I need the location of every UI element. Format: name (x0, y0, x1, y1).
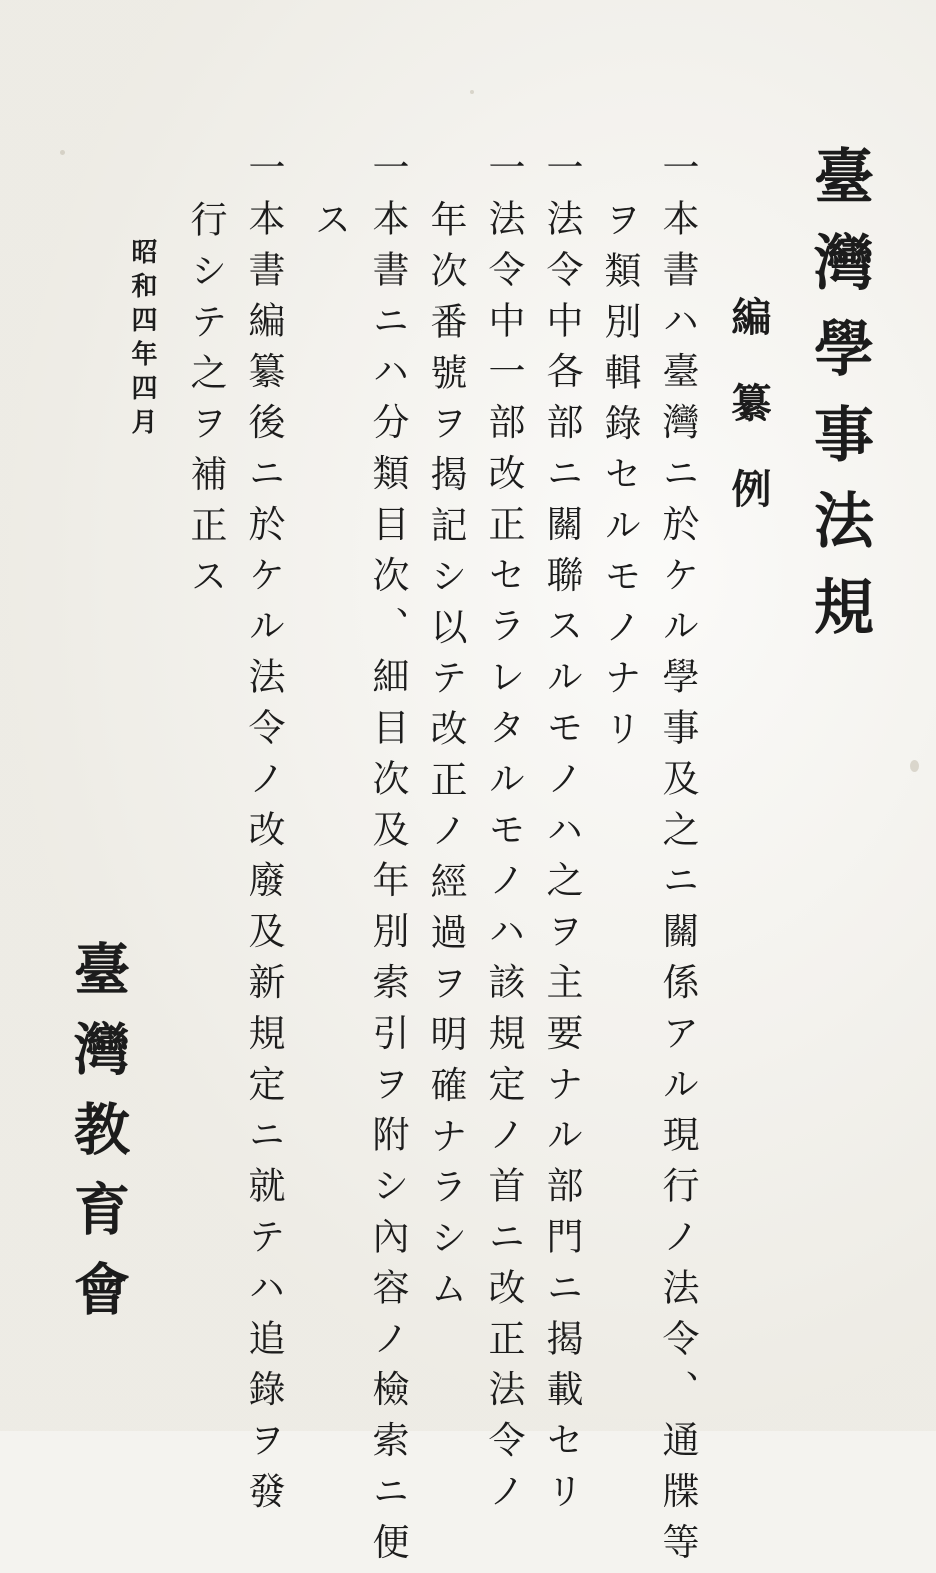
rule-continuation: 行シテ之ヲ補正ス (184, 200, 227, 608)
rule-line: 一法令中各部ニ關聯スルモノハ之ヲ主要ナル部門ニ揭載セリ (540, 148, 583, 1523)
rule-line: 一法令中一部改正セラレタルモノハ該規定ノ首ニ改正法令ノ (482, 148, 525, 1523)
rule-line: 一本書ニハ分類目次、細目次及年別索引ヲ附シ內容ノ檢索ニ便 (366, 148, 409, 1573)
rule-continuation: ス (308, 200, 351, 251)
paper-stain (470, 90, 474, 94)
publication-date: 昭和四年四月 (127, 238, 157, 442)
rule-continuation: 年次番號ヲ揭記シ以テ改正ノ經過ヲ明確ナラシム (424, 200, 467, 1320)
section-heading: 編纂例 (725, 296, 772, 554)
rule-line: 一本書ハ臺灣ニ於ケル學事及之ニ關係アル現行ノ法令、通牒等 (656, 148, 699, 1573)
book-title: 臺灣學事法規 (804, 145, 874, 661)
rule-line: 一本書編纂後ニ於ケル法令ノ改廢及新規定ニ就テハ追錄ヲ發 (242, 148, 285, 1523)
paper-stain (910, 760, 919, 772)
publisher-name: 臺灣教育會 (65, 940, 131, 1340)
rule-continuation: ヲ類別輯錄セルモノナリ (598, 200, 641, 760)
paper-stain (60, 150, 65, 155)
